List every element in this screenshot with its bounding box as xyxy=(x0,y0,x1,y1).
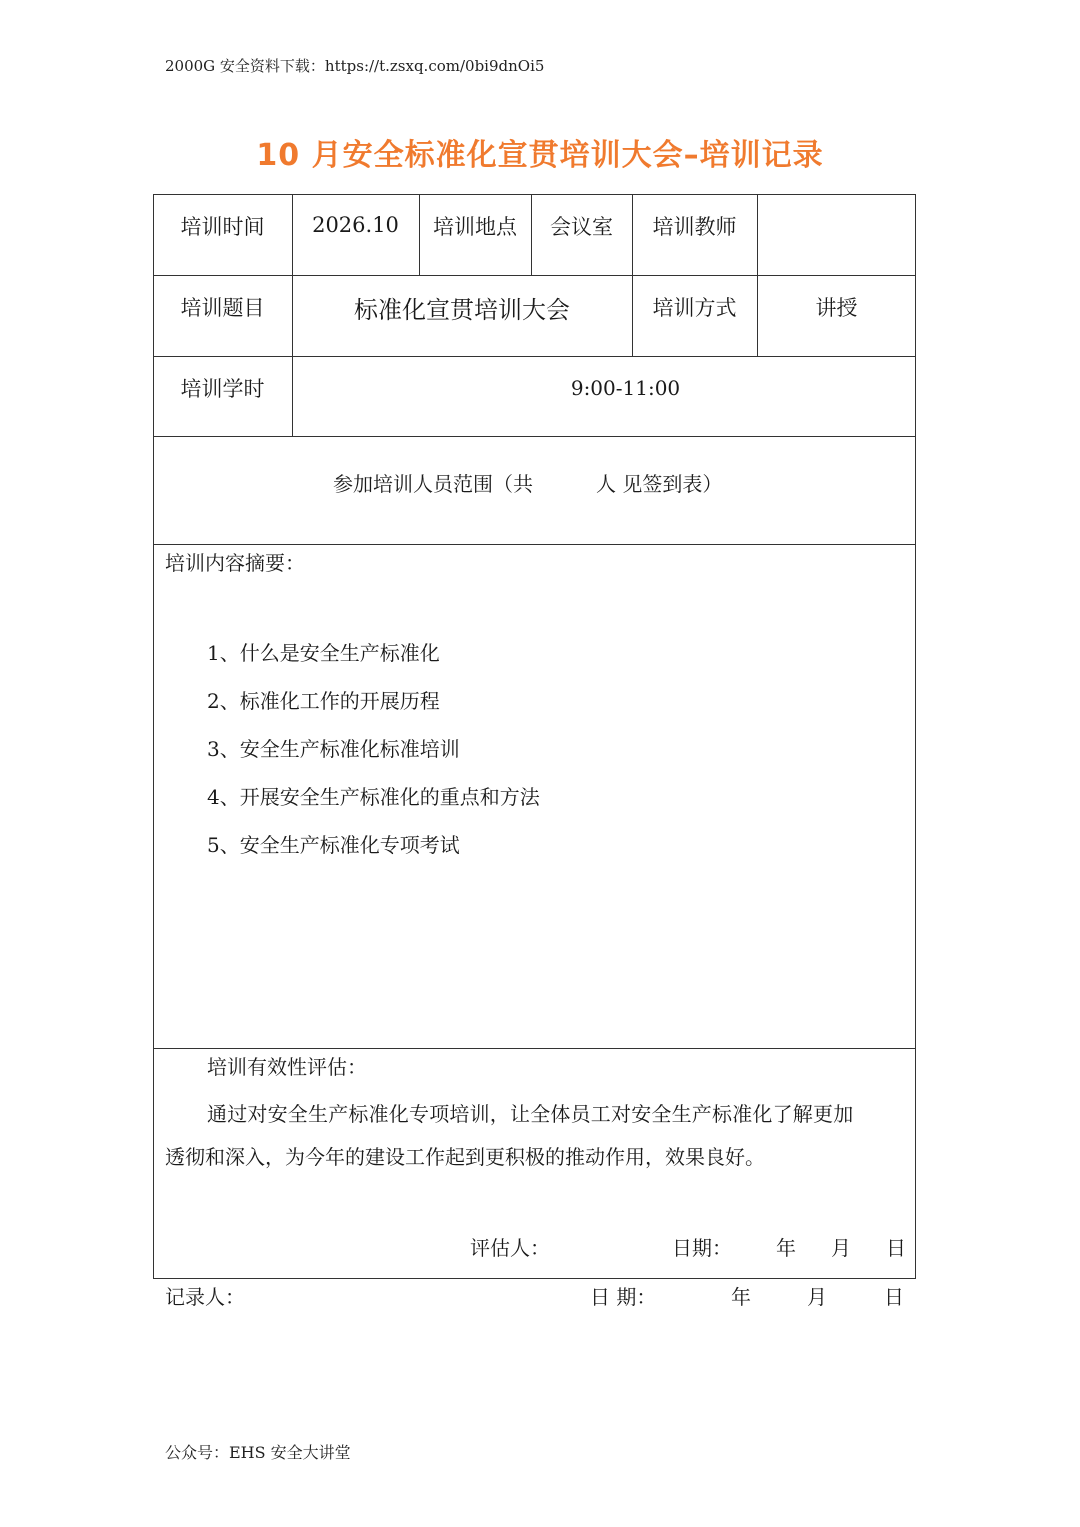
summary-label: 培训内容摘要： xyxy=(165,551,305,575)
summary-item: 2、标准化工作的开展历程 xyxy=(207,689,440,713)
training-method-label: 培训方式 xyxy=(652,296,737,320)
row-divider xyxy=(153,275,916,276)
evaluator-label: 评估人： xyxy=(470,1236,550,1260)
row-divider xyxy=(153,356,916,357)
training-location-label: 培训地点 xyxy=(433,215,517,239)
evaluation-date-label: 日期： xyxy=(672,1236,732,1260)
summary-item: 3、安全生产标准化标准培训 xyxy=(207,737,460,761)
row-divider xyxy=(153,1048,916,1049)
training-hours-value: 9:00-11:00 xyxy=(570,376,681,400)
evaluation-month: 月 xyxy=(831,1236,851,1260)
download-note: 2000G 安全资料下载：https://t.zsxq.com/0bi9dnOi5 xyxy=(165,57,545,75)
evaluation-text-line1: 通过对安全生产标准化专项培训，让全体员工对安全生产标准化了解更加 xyxy=(207,1102,854,1126)
recorder-date-label: 日 期： xyxy=(590,1285,657,1309)
training-topic-label: 培训题目 xyxy=(180,296,265,320)
training-topic-value: 标准化宣贯培训大会 xyxy=(354,296,570,324)
recorder-day: 日 xyxy=(884,1285,904,1309)
participants-suffix: 人 见签到表） xyxy=(596,472,723,496)
row-divider xyxy=(153,436,916,437)
training-location-value: 会议室 xyxy=(550,215,613,239)
recorder-month: 月 xyxy=(807,1285,827,1309)
evaluation-year: 年 xyxy=(776,1236,796,1260)
row-divider xyxy=(153,544,916,545)
summary-item: 4、开展安全生产标准化的重点和方法 xyxy=(207,785,540,809)
column-divider xyxy=(757,194,758,356)
summary-item: 1、什么是安全生产标准化 xyxy=(207,641,440,665)
training-hours-label: 培训学时 xyxy=(180,377,265,401)
training-time-value: 2026.10 xyxy=(312,213,399,237)
recorder-label: 记录人： xyxy=(165,1285,245,1309)
evaluation-day: 日 xyxy=(886,1236,906,1260)
evaluation-text-line2: 透彻和深入，为今年的建设工作起到更积极的推动作用，效果良好。 xyxy=(165,1145,765,1169)
training-teacher-label: 培训教师 xyxy=(652,215,737,239)
training-method-value: 讲授 xyxy=(815,296,858,320)
training-time-label: 培训时间 xyxy=(180,215,265,239)
recorder-year: 年 xyxy=(731,1285,751,1309)
evaluation-label: 培训有效性评估： xyxy=(207,1055,367,1079)
summary-item: 5、安全生产标准化专项考试 xyxy=(207,833,460,857)
page-title: 10 月安全标准化宣贯培训大会–培训记录 xyxy=(256,138,824,173)
participants-prefix: 参加培训人员范围（共 xyxy=(333,472,533,496)
footer-note: 公众号：EHS 安全大讲堂 xyxy=(165,1443,351,1462)
